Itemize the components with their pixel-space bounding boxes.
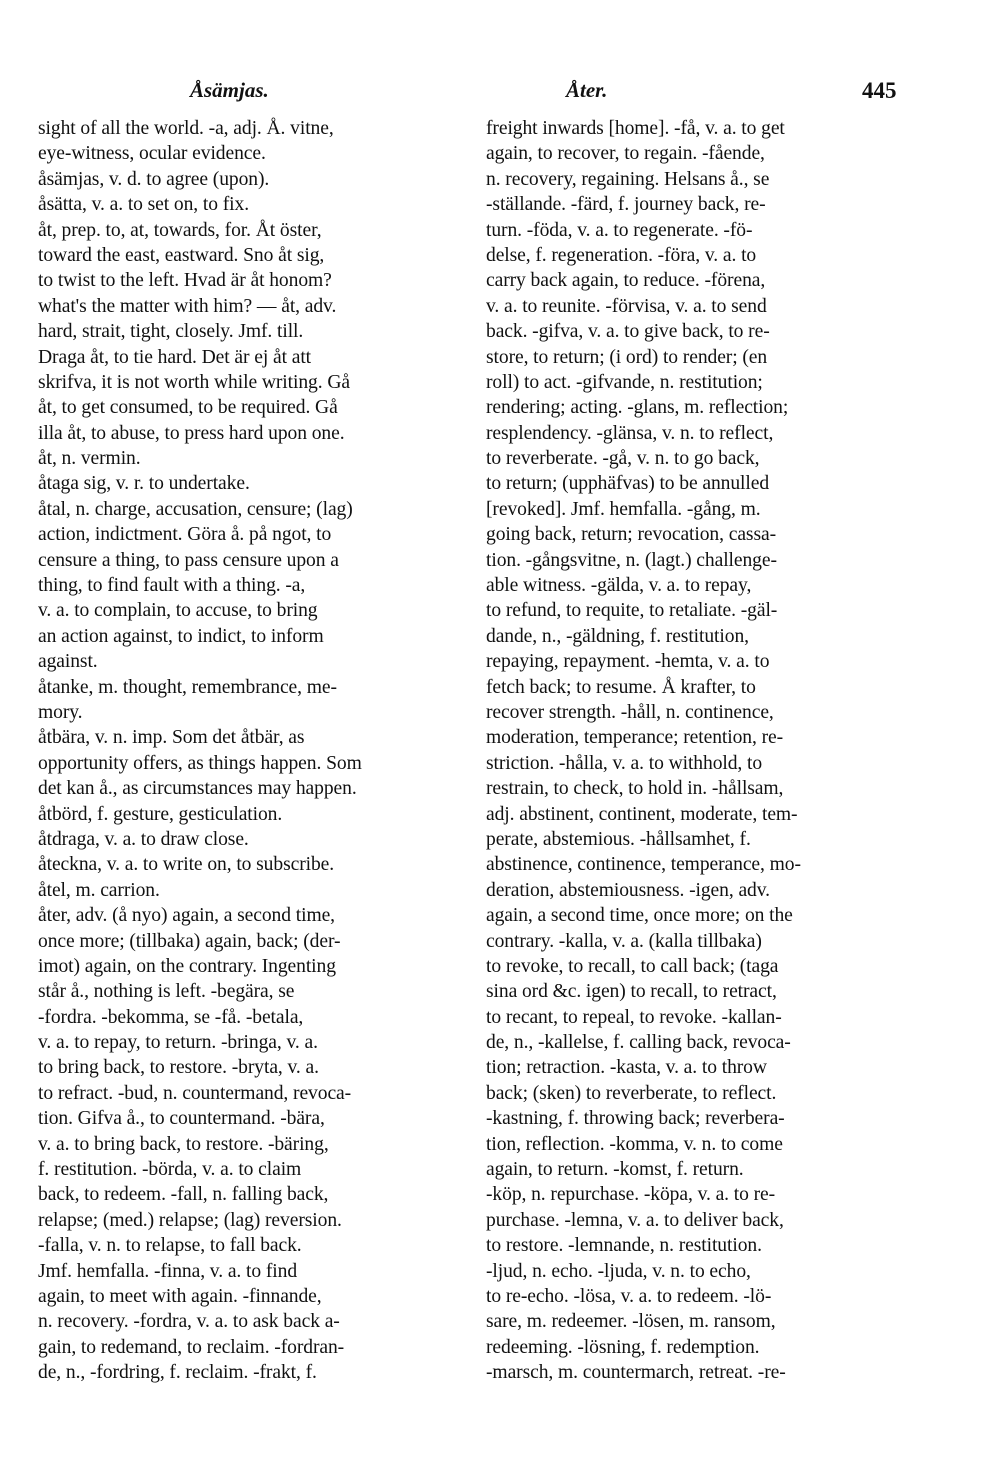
dictionary-line: again, to return. -komst, f. return. (486, 1159, 744, 1181)
dictionary-line: v. a. to bring back, to restore. -bäring, (38, 1133, 329, 1155)
dictionary-line: perate, abstemious. -hållsamhet, f. (486, 828, 751, 850)
dictionary-line: mory. (38, 701, 83, 723)
dictionary-line: back, to redeem. -fall, n. falling back, (38, 1184, 329, 1206)
dictionary-line: again, to meet with again. -finnande, (38, 1285, 322, 1307)
dictionary-line: -fordra. -bekomma, se -få. -betala, (38, 1006, 304, 1028)
dictionary-line: illa åt, to abuse, to press hard upon one. (38, 422, 345, 444)
dictionary-line: Draga åt, to tie hard. Det är ej åt att (38, 346, 312, 368)
dictionary-line: once more; (tillbaka) again, back; (der- (38, 930, 341, 952)
dictionary-line: thing, to find fault with a thing. -a, (38, 575, 306, 597)
dictionary-line: toward the east, eastward. Sno åt sig, (38, 244, 325, 266)
dictionary-line: åtal, n. charge, accusation, censure; (lag) (38, 498, 353, 520)
dictionary-line: adj. abstinent, continent, moderate, tem- (486, 803, 798, 825)
dictionary-line: to re-echo. -lösa, v. a. to redeem. -lö- (486, 1285, 772, 1307)
dictionary-line: åt, to get consumed, to be required. Gå (38, 397, 338, 419)
dictionary-line: -falla, v. n. to relapse, to fall back. (38, 1235, 302, 1257)
dictionary-line: åtel, m. carrion. (38, 879, 160, 901)
dictionary-line: freight inwards [home]. -få, v. a. to get (486, 118, 785, 139)
dictionary-line: åt, prep. to, at, towards, for. Åt öster, (38, 219, 322, 241)
dictionary-line: striction. -hålla, v. a. to withhold, to (486, 752, 763, 774)
dictionary-line: [revoked]. Jmf. hemfalla. -gång, m. (486, 498, 761, 520)
dictionary-line: to revoke, to recall, to call back; (taga (486, 955, 779, 977)
dictionary-line: åsämjas, v. d. to agree (upon). (38, 168, 270, 190)
right-column (486, 116, 906, 1386)
dictionary-line: v. a. to complain, to accuse, to bring (38, 600, 318, 622)
left-running-head: Åsämjas. (190, 78, 269, 102)
dictionary-line: gain, to redemand, to reclaim. -fordran- (38, 1336, 345, 1358)
dictionary-line: an action against, to indict, to inform (38, 625, 324, 647)
dictionary-line: åteckna, v. a. to write on, to subscribe. (38, 854, 335, 876)
dictionary-line: tion, reflection. -komma, v. n. to come (486, 1133, 783, 1155)
dictionary-line: roll) to act. -gifvande, n. restitution; (486, 371, 763, 393)
dictionary-line: Jmf. hemfalla. -finna, v. a. to find (38, 1260, 298, 1282)
dictionary-line: -ställande. -färd, f. journey back, re- (486, 194, 766, 216)
dictionary-line: åt, n. vermin. (38, 448, 141, 470)
dictionary-line: åtbära, v. n. imp. Som det åtbär, as (38, 727, 305, 749)
dictionary-line: moderation, temperance; retention, re- (486, 727, 784, 749)
dictionary-line: purchase. -lemna, v. a. to deliver back, (486, 1209, 784, 1231)
dictionary-line: de, n., -kallelse, f. calling back, revoca- (486, 1032, 791, 1054)
dictionary-line: tion. -gångsvitne, n. (lagt.) challenge- (486, 549, 777, 571)
right-running-head: Åter. (566, 78, 608, 102)
dictionary-line: -kastning, f. throwing back; reverbera- (486, 1108, 785, 1130)
page-header (0, 78, 1000, 114)
dictionary-line: turn. -föda, v. a. to regenerate. -fö- (486, 219, 753, 241)
dictionary-line: recover strength. -håll, n. continence, (486, 701, 774, 723)
dictionary-line: restrain, to check, to hold in. -hållsam, (486, 778, 784, 800)
dictionary-line: n. recovery, regaining. Helsans å., se (486, 168, 770, 190)
dictionary-line: v. a. to repay, to return. -bringa, v. a. (38, 1032, 318, 1054)
dictionary-line: åtaga sig, v. r. to undertake. (38, 473, 250, 495)
dictionary-line: to refund, to requite, to retaliate. -gäl- (486, 600, 778, 622)
dictionary-line: contrary. -kalla, v. a. (kalla tillbaka) (486, 930, 762, 952)
dictionary-line: åtanke, m. thought, remembrance, me- (38, 676, 337, 698)
dictionary-line: redeeming. -lösning, f. redemption. (486, 1336, 760, 1358)
dictionary-line: again, to recover, to regain. -fående, (486, 143, 765, 165)
dictionary-line: rendering; acting. -glans, m. reflection; (486, 397, 789, 419)
dictionary-line: f. restitution. -börda, v. a. to claim (38, 1159, 302, 1181)
dictionary-line: står å., nothing is left. -begära, se (38, 981, 295, 1003)
dictionary-line: hard, strait, tight, closely. Jmf. till. (38, 321, 304, 343)
dictionary-line: store, to return; (i ord) to render; (en (486, 346, 768, 368)
left-column (38, 116, 456, 1386)
dictionary-line: resplendency. -glänsa, v. n. to reflect, (486, 422, 774, 444)
dictionary-line: back; (sken) to reverberate, to reflect. (486, 1082, 777, 1104)
dictionary-line: what's the matter with him? — åt, adv. (38, 295, 337, 317)
dictionary-line: going back, return; revocation, cassa- (486, 524, 776, 546)
dictionary-line: sina ord &c. igen) to recall, to retract, (486, 981, 777, 1003)
dictionary-line: censure a thing, to pass censure upon a (38, 549, 339, 571)
dictionary-line: to return; (upphäfvas) to be annulled (486, 473, 770, 495)
dictionary-line: to refract. -bud, n. countermand, revoca- (38, 1082, 352, 1104)
dictionary-line: -marsch, m. countermarch, retreat. -re- (486, 1362, 786, 1384)
dictionary-line: tion; retraction. -kasta, v. a. to throw (486, 1057, 767, 1079)
dictionary-line: relapse; (med.) relapse; (lag) reversion. (38, 1209, 342, 1231)
dictionary-line: det kan å., as circumstances may happen. (38, 778, 357, 800)
dictionary-line: to twist to the left. Hvad är åt honom? (38, 270, 332, 292)
dictionary-line: de, n., -fordring, f. reclaim. -frakt, f. (38, 1362, 317, 1384)
dictionary-line: skrifva, it is not worth while writing. Gå (38, 371, 350, 393)
dictionary-line: tion. Gifva å., to countermand. -bära, (38, 1108, 325, 1130)
dictionary-line: to bring back, to restore. -bryta, v. a. (38, 1057, 319, 1079)
dictionary-line: back. -gifva, v. a. to give back, to re- (486, 321, 770, 343)
dictionary-line: åter, adv. (å nyo) again, a second time, (38, 905, 335, 927)
dictionary-line: fetch back; to resume. Å krafter, to (486, 676, 756, 698)
dictionary-line: -köp, n. repurchase. -köpa, v. a. to re- (486, 1184, 776, 1206)
dictionary-line: åsätta, v. a. to set on, to fix. (38, 194, 250, 216)
dictionary-line: sight of all the world. -a, adj. Å. vitne, (38, 118, 334, 139)
dictionary-line: against. (38, 651, 98, 673)
dictionary-line: imot) again, on the contrary. Ingenting (38, 955, 336, 977)
dictionary-line: opportunity offers, as things happen. Som (38, 752, 362, 774)
dictionary-line: deration, abstemiousness. -igen, adv. (486, 879, 770, 901)
dictionary-line: to reverberate. -gå, v. n. to go back, (486, 448, 760, 470)
dictionary-line: abstinence, continence, temperance, mo- (486, 854, 801, 876)
dictionary-line: action, indictment. Göra å. på ngot, to (38, 524, 332, 546)
dictionary-line: -ljud, n. echo. -ljuda, v. n. to echo, (486, 1260, 751, 1282)
dictionary-line: eye-witness, ocular evidence. (38, 143, 266, 165)
dictionary-line: v. a. to reunite. -förvisa, v. a. to send (486, 295, 767, 317)
dictionary-line: sare, m. redeemer. -lösen, m. ransom, (486, 1311, 776, 1333)
dictionary-line: repaying, repayment. -hemta, v. a. to (486, 651, 770, 673)
page-number: 445 (862, 78, 897, 103)
dictionary-line: åtbörd, f. gesture, gesticulation. (38, 803, 283, 825)
dictionary-line: n. recovery. -fordra, v. a. to ask back a- (38, 1311, 340, 1333)
dictionary-line: again, a second time, once more; on the (486, 905, 793, 927)
dictionary-line: dande, n., -gäldning, f. restitution, (486, 625, 749, 647)
dictionary-line: to recant, to repeal, to revoke. -kallan- (486, 1006, 782, 1028)
dictionary-line: able witness. -gälda, v. a. to repay, (486, 575, 752, 597)
dictionary-line: delse, f. regeneration. -föra, v. a. to (486, 244, 757, 266)
dictionary-line: to restore. -lemnande, n. restitution. (486, 1235, 762, 1257)
dictionary-line: åtdraga, v. a. to draw close. (38, 828, 249, 850)
dictionary-line: carry back again, to reduce. -förena, (486, 270, 766, 292)
